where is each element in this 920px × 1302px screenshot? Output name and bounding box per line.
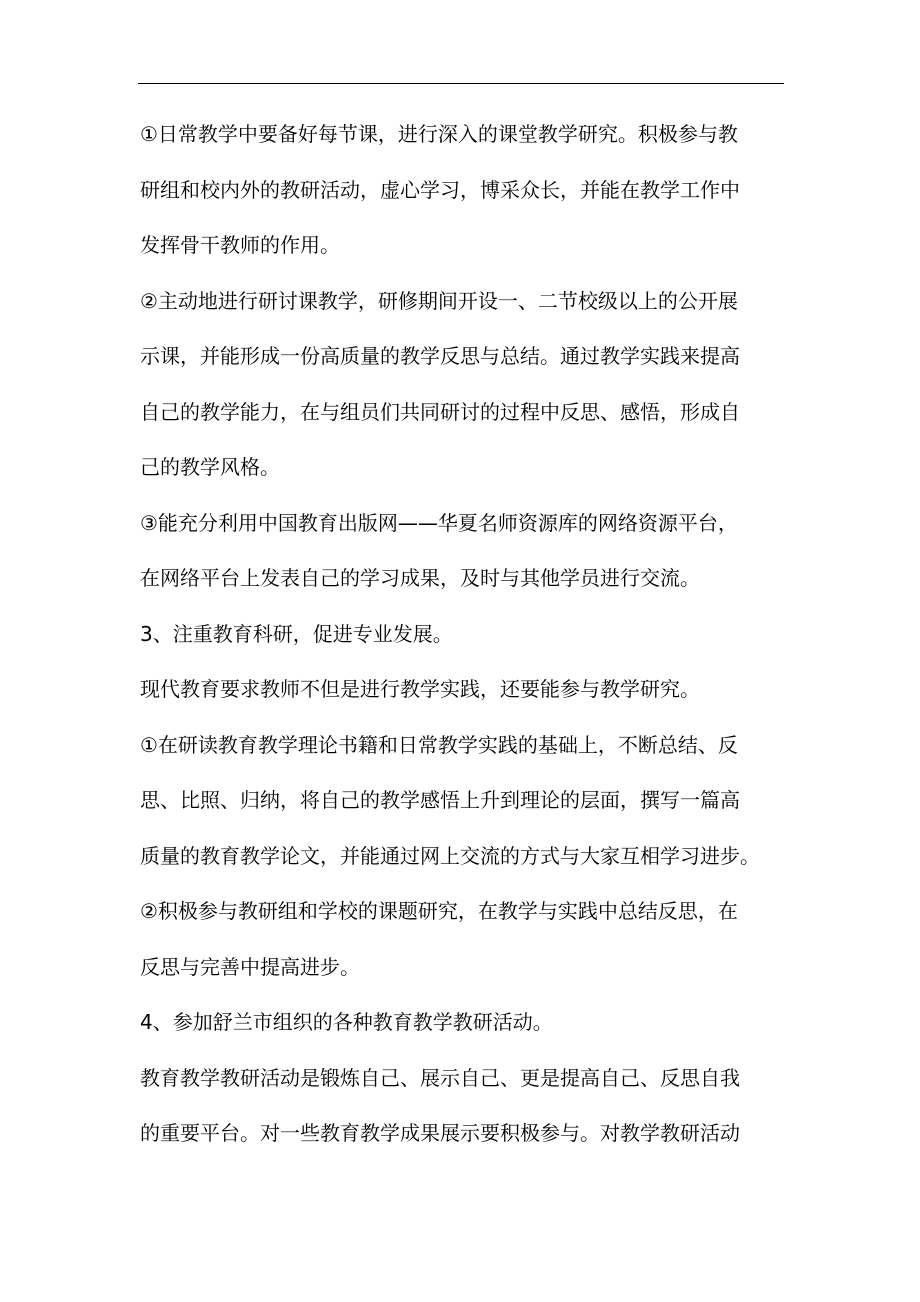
text-line-9: 在网络平台上发表自己的学习成果，及时与其他学员进行交流。	[140, 566, 700, 590]
text-line-17: 4、参加舒兰市组织的各种教育教学教研活动。	[140, 1010, 553, 1034]
text-line-7: 己的教学风格。	[140, 455, 280, 479]
text-line-10: 3、注重教育科研，促进专业发展。	[140, 621, 453, 646]
text-line-1: ①日常教学中要备好每节课，进行深入的课堂教学研究。积极参与教	[140, 122, 738, 146]
document-body	[140, 116, 788, 1171]
text-line-6: 自己的教学能力，在与组员们共同研讨的过程中反思、感悟，形成自	[140, 399, 740, 424]
text-line-5: 示课，并能形成一份高质量的教学反思与总结。通过教学实践来提高	[140, 344, 740, 368]
text-line-3: 发挥骨干教师的作用。	[140, 233, 340, 257]
text-line-4: ②主动地进行研讨课教学，研修期间开设一、二节校级以上的公开展	[140, 288, 738, 313]
text-line-16: 反思与完善中提高进步。	[140, 954, 360, 979]
text-line-13: 思、比照、归纳，将自己的教学感悟上升到理论的层面，撰写一篇高	[140, 788, 740, 812]
text-line-12: ①在研读教育教学理论书籍和日常教学实践的基础上，不断总结、反	[140, 732, 738, 757]
text-line-11: 现代教育要求教师不但是进行教学实践，还要能参与教学研究。	[140, 677, 700, 701]
text-line-2: 研组和校内外的教研活动，虚心学习，博采众长，并能在教学工作中	[140, 177, 740, 202]
header-rule	[138, 83, 784, 84]
text-line-14: 质量的教育教学论文，并能通过网上交流的方式与大家互相学习进步。	[140, 843, 760, 868]
text-line-8: ③能充分利用中国教育出版网——华夏名师资源库的网络资源平台，	[140, 510, 738, 535]
text-line-18: 教育教学教研活动是锻炼自己、展示自己、更是提高自己、反思自我	[140, 1065, 740, 1090]
text-line-15: ②积极参与教研组和学校的课题研究，在教学与实践中总结反思，在	[140, 899, 738, 923]
text-line-19: 的重要平台。对一些教育教学成果展示要积极参与。对教学教研活动	[140, 1121, 740, 1145]
